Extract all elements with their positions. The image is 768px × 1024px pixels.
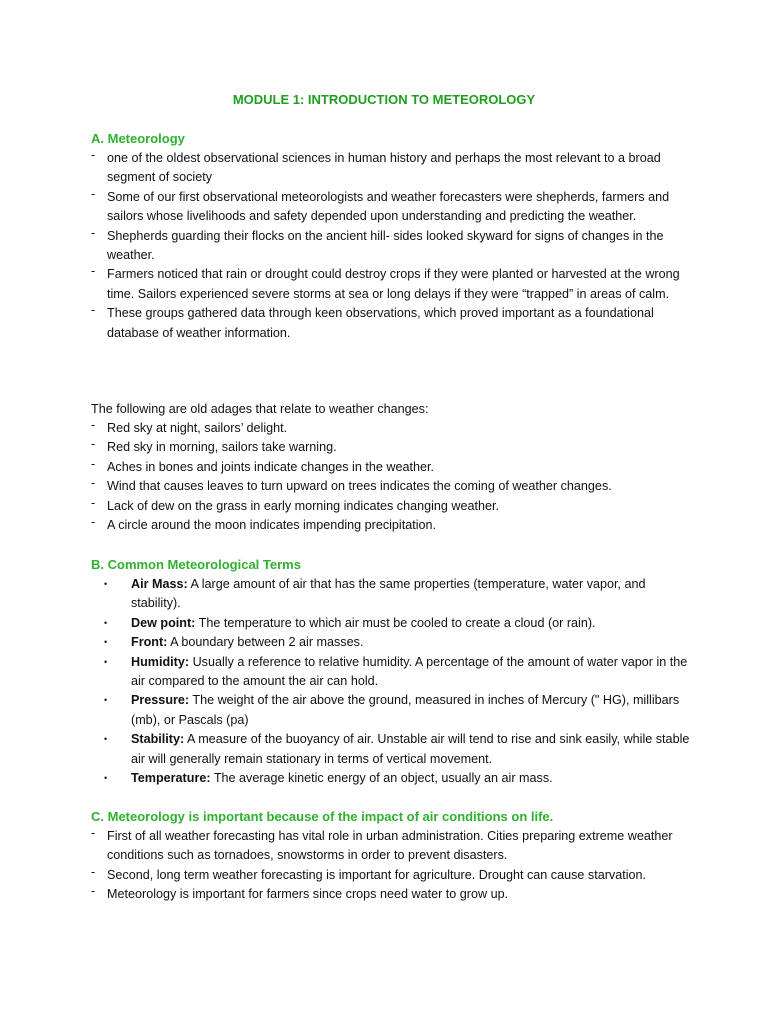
bullet-dot: • [104,637,108,648]
section-a [91,129,691,343]
bullet-dot: • [104,656,108,667]
list-item-text: First of all weather forecasting has vital role in urban administration. Cities preparing extreme weather conditions such as tornadoes, snowstorms in order to prevent disasters. [107,829,673,863]
term-definition: The temperature to which air must be cooled to create a cloud (or rain). [195,615,596,630]
term-name: Stability: [131,732,185,747]
term-definition: A measure of the buoyancy of air. Unstable air will tend to rise and sink easily, while stable air will generally remain stationary in terms of vertical movement. [131,732,690,766]
adages-list [91,419,691,535]
dash-marker: - [91,303,96,318]
section-a-heading: A. Meteorology [91,131,185,146]
list-item [91,149,691,188]
term-item [91,575,691,614]
list-item-text: These groups gathered data through keen observations, which proved important as a foundational database of weather information. [107,306,654,340]
term-item [91,653,691,692]
section-c [91,807,691,905]
term-item [91,730,691,769]
dash-marker: - [91,186,96,201]
term-item [91,614,691,633]
section-c-bullets [91,827,691,905]
term-definition: A boundary between 2 air masses. [167,635,364,650]
dash-marker: - [91,495,96,510]
list-item [91,419,691,438]
dash-marker: - [91,418,96,432]
section-b [91,555,691,788]
list-item-text: Red sky in morning, sailors take warning. [107,440,337,455]
bullet-dot: • [104,617,108,628]
list-item-text: Red sky at night, sailors’ delight. [107,421,288,435]
dash-marker: - [91,515,96,530]
dash-marker: - [91,884,96,899]
list-item [91,188,691,227]
list-item-text: Wind that causes leaves to turn upward on trees indicates the coming of weather changes. [107,479,612,494]
list-item [91,497,691,516]
list-item-text: Shepherds guarding their flocks on the ancient hill- sides looked skyward for signs of changes in the weather. [107,228,664,263]
terms-list [91,575,691,788]
list-item-text: Second, long term weather forecasting is important for agriculture. Drought can cause starvation. [107,867,647,882]
dash-marker: - [91,264,96,279]
bullet-dot: • [104,695,108,706]
dash-marker: - [91,148,96,162]
dash-marker: - [91,864,96,879]
term-name: Air Mass: [131,577,188,591]
dash-marker: - [91,437,96,452]
list-item [91,304,691,343]
dash-marker: - [91,456,96,471]
bullet-dot: • [104,773,108,784]
list-item [91,438,691,457]
term-definition: The average kinetic energy of an object, usually an air mass. [210,771,553,786]
bullet-dot: • [104,734,108,745]
term-item [91,769,691,788]
term-name: Dew point: [131,615,196,630]
dash-marker: - [91,476,96,491]
term-name: Humidity: [131,654,190,669]
list-item-text: Some of our first observational meteorologists and weather forecasters were shepherds, farmers and sailors whose livelihoods and safety depended upon understanding and predicting the weather. [107,189,670,224]
list-item [91,227,691,266]
term-item [91,633,691,652]
list-item-text: one of the oldest observational sciences in human history and perhaps the most relevant to a broad segment of society [107,151,661,185]
term-definition: Usually a reference to relative humidity. A percentage of the amount of water vapor in the air compared to the amount the air can hold. [131,654,688,689]
list-item-text: Lack of dew on the grass in early morning indicates changing weather. [107,498,500,513]
list-item [91,866,691,885]
section-b-heading: B. Common Meteorological Terms [91,557,301,572]
term-definition: A large amount of air that has the same properties (temperature, water vapor, and stability). [131,577,646,611]
term-name: Pressure: [131,693,190,708]
page-title: MODULE 1: INTRODUCTION TO METEOROLOGY [232,92,536,107]
term-name: Temperature: [131,771,211,786]
list-item-text: Meteorology is important for farmers since crops need water to grow up. [107,887,509,902]
term-definition: The weight of the air above the ground, measured in inches of Mercury (" HG), millibars (mb), or Pascals (pa) [131,693,680,727]
term-name: Front: [131,635,168,650]
list-item [91,827,691,866]
section-c-heading: C. Meteorology is important because of the impact of air conditions on life. [91,809,554,824]
bullet-dot: • [104,579,108,589]
dash-marker: - [91,225,96,240]
term-item [91,691,691,730]
adages-block [91,400,691,535]
list-item [91,477,691,496]
list-item [91,516,691,535]
list-item-text: A circle around the moon indicates impending precipitation. [107,518,437,533]
dash-marker: - [91,826,96,840]
section-a-bullets [91,149,691,343]
list-item-text: Aches in bones and joints indicate changes in the weather. [107,459,434,474]
list-item [91,458,691,477]
list-item [91,265,691,304]
list-item [91,885,691,904]
list-item-text: Farmers noticed that rain or drought could destroy crops if they were planted or harvested at the wrong time. Sailors experienced severe storms at sea or long delays if they were “trapped” in areas of calm. [107,267,680,301]
adages-intro: The following are old adages that relate to weather changes: [91,402,429,416]
